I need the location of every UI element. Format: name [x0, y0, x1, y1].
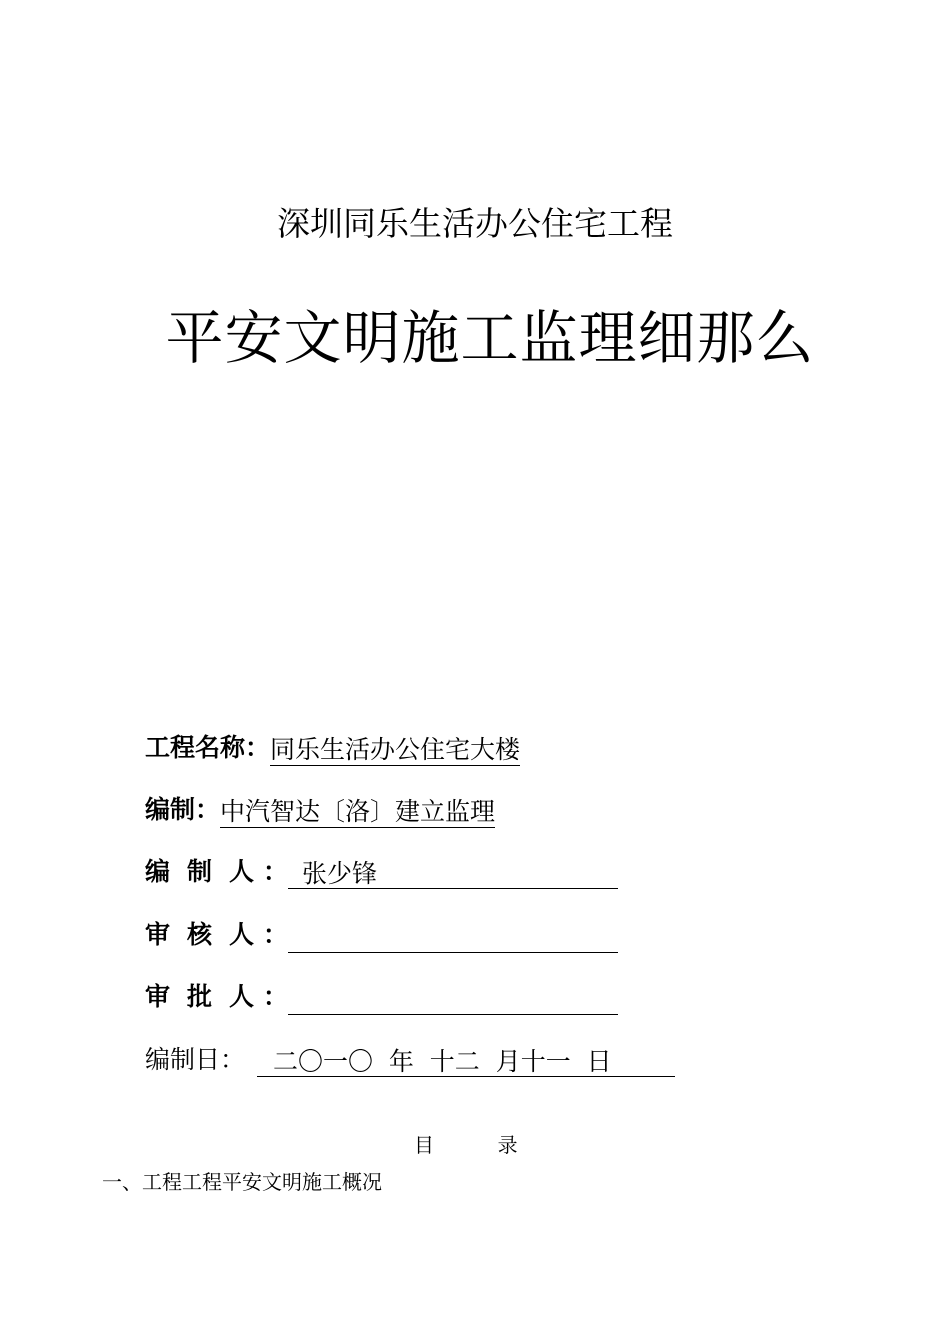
reviewer-label-char: 核: [187, 920, 213, 949]
reviewer-label-char: 人: [229, 920, 255, 949]
project-name-row: [145, 728, 520, 768]
editor-label-char: 制: [187, 857, 213, 886]
organization-row: [145, 790, 495, 830]
editor-label-char: 人: [229, 857, 255, 886]
editor-label-char: 编: [145, 857, 171, 886]
editor-value: 张少锋: [288, 859, 618, 889]
reviewer-blank-line: [288, 922, 618, 953]
approver-row: [145, 977, 618, 1017]
approver-colon: ：: [263, 982, 289, 1011]
approver-label-char: 人: [229, 982, 255, 1011]
project-name-label: 工程名称：: [145, 733, 271, 762]
approver-label: [145, 977, 263, 1017]
editor-colon: ：: [263, 857, 289, 886]
document-subtitle: 深圳同乐生活办公住宅工程: [277, 204, 673, 243]
approver-label-char: 审: [145, 982, 171, 1011]
editor-row: [145, 852, 618, 892]
toc-item: 一、工程工程平安文明施工概况: [102, 1170, 382, 1194]
reviewer-label: [145, 915, 263, 955]
date-label: 编制日：: [145, 1045, 246, 1074]
organization-label: 编制：: [145, 795, 221, 824]
date-value: 二〇一〇 年 十二 月十一 日: [257, 1047, 675, 1077]
reviewer-colon: ：: [263, 920, 289, 949]
document-title: 平安文明施工监理细那么: [165, 304, 815, 372]
organization-value: 中汽智达〔洛〕建立监理: [220, 796, 496, 826]
approver-blank-line: [288, 984, 618, 1015]
toc-title: 目 录: [414, 1133, 518, 1157]
reviewer-label-char: 审: [145, 920, 171, 949]
project-name-value: 同乐生活办公住宅大楼: [270, 734, 521, 764]
editor-label: [145, 852, 263, 892]
approver-label-char: 批: [187, 982, 213, 1011]
date-row: [145, 1040, 675, 1080]
reviewer-row: [145, 915, 618, 955]
